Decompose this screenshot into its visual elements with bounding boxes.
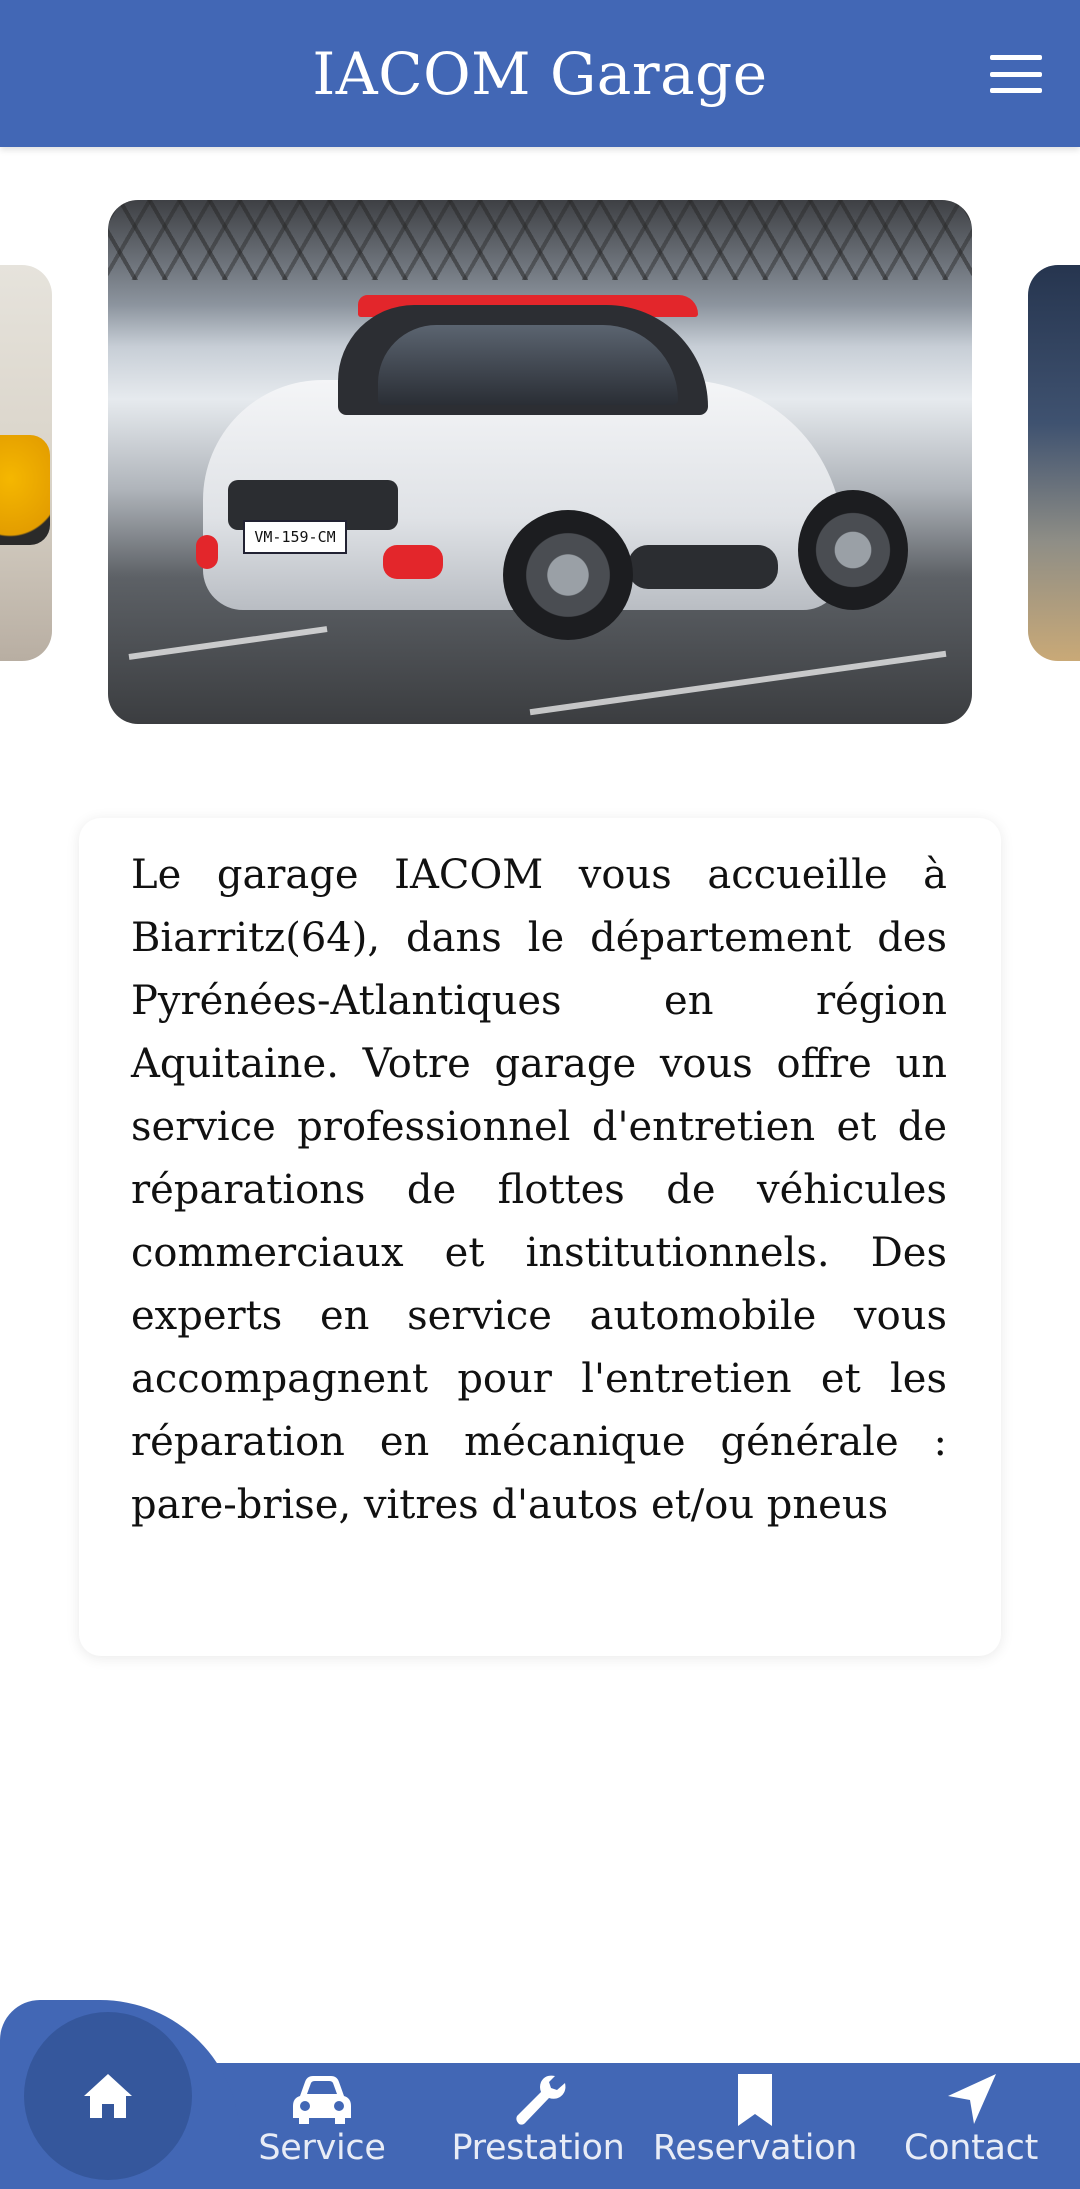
intro-text: Le garage IACOM vous accueille à Biarritz(64), dans le département des Pyrénées-Atlantiques en région Aquitaine. Votre garage vous offre un service professionnel d'entretien et de réparations de flottes de véhicules commerciaux et institutionnels. Des experts en service automobile vous accompagnent pour l'entretien et les réparation en mécanique générale : pare-brise, vitres d'autos et/ou pneus — [131, 852, 947, 1528]
bottom-navigation — [0, 2000, 1080, 2189]
carousel-slide-current[interactable] — [108, 200, 972, 724]
nav-service-label: Service — [258, 2128, 386, 2168]
nav-service-button[interactable] — [222, 2072, 422, 2189]
nav-contact-label: Contact — [903, 2128, 1039, 2168]
nav-reservation-button[interactable] — [652, 2072, 858, 2189]
nav-prestation-label: Prestation — [451, 2128, 625, 2168]
home-icon — [80, 2070, 136, 2122]
nav-home-button[interactable] — [24, 2012, 192, 2180]
hamburger-menu-icon[interactable] — [990, 55, 1042, 93]
nav-prestation-button[interactable] — [438, 2072, 638, 2189]
wrench-icon — [507, 2072, 569, 2128]
app-title: IACOM Garage — [312, 39, 768, 108]
location-arrow-icon — [940, 2072, 1002, 2128]
car-icon — [291, 2072, 353, 2128]
nav-contact-button[interactable] — [871, 2072, 1071, 2189]
carousel-slide-next[interactable] — [1028, 265, 1080, 661]
bookmark-icon — [724, 2072, 786, 2128]
intro-card — [79, 818, 1001, 1656]
license-plate: VM-159-CM — [243, 520, 347, 554]
image-carousel[interactable] — [0, 147, 1080, 767]
app-header — [0, 0, 1080, 147]
nav-reservation-label: Reservation — [652, 2128, 858, 2168]
carousel-slide-previous[interactable] — [0, 265, 52, 661]
